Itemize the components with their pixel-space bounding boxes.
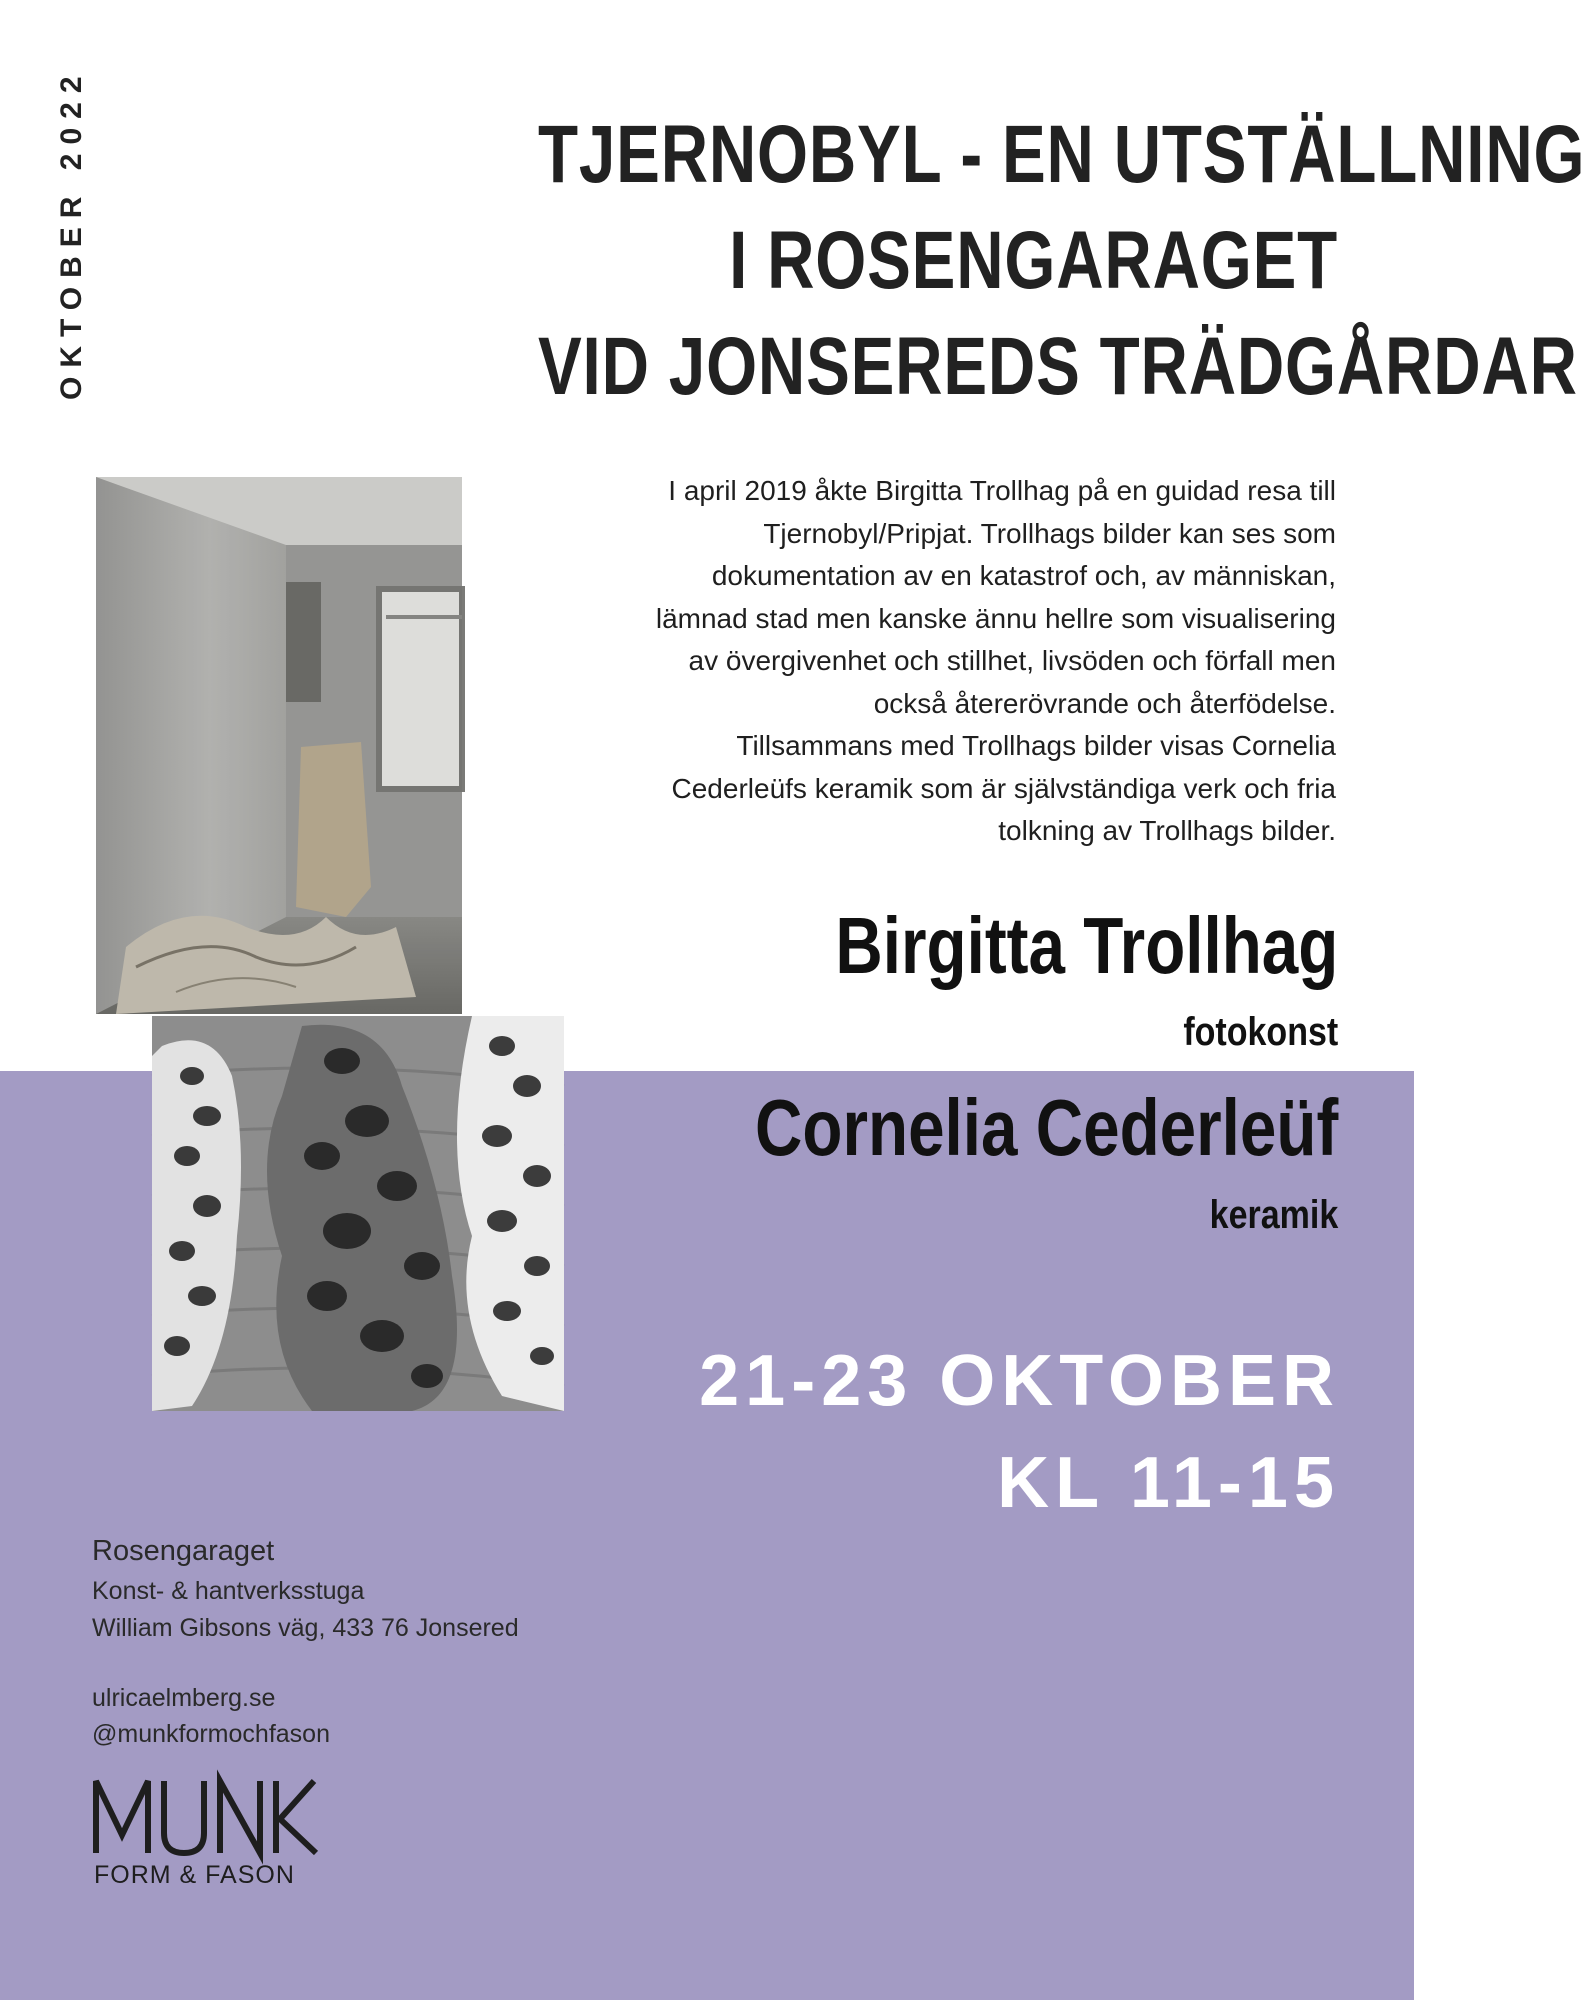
instagram-handle[interactable]: @munkformochfason — [92, 1720, 330, 1748]
venue-address: William Gibsons väg, 433 76 Jonsered — [92, 1614, 519, 1642]
artist-medium-keramik: keramik — [1209, 1193, 1338, 1237]
ceramics-photo — [152, 1016, 564, 1411]
intro-line: tolkning av Trollhags bilder. — [998, 815, 1336, 846]
intro-line: I april 2019 åkte Birgitta Trollhag på en guidad resa till — [668, 475, 1336, 506]
intro-line: av övergivenhet och stillhet, livsöden och förfall men — [688, 645, 1336, 676]
website-link[interactable]: ulricaelmberg.se — [92, 1684, 276, 1712]
venue-subtitle: Konst- & hantverksstuga — [92, 1577, 365, 1605]
venue-name: Rosengaraget — [92, 1535, 275, 1567]
intro-line: dokumentation av en katastrof och, av människan, — [711, 560, 1336, 591]
event-dates: 21-23 OKTOBER — [699, 1341, 1340, 1421]
artist-name-trollhag: Birgitta Trollhag — [835, 901, 1338, 990]
logo-tagline: FORM & FASON — [94, 1861, 295, 1889]
intro-line: också återerövrande och återfödelse. — [873, 687, 1336, 719]
intro-line: Tillsammans med Trollhags bilder visas Cornelia — [736, 730, 1336, 761]
intro-line: Cederleüfs keramik som är självständiga verk och fria — [671, 772, 1336, 804]
munk-logo — [92, 1775, 322, 1895]
intro-line: lämnad stad men kanske ännu hellre som visualisering — [655, 602, 1336, 634]
artist-medium-fotokonst: fotokonst — [1183, 1010, 1338, 1054]
title-line-3: VID JONSEREDS TRÄDGÅRDAR — [538, 321, 1578, 412]
title-line-1: TJERNOBYL - EN UTSTÄLLNING — [538, 109, 1585, 200]
title-line-2: I ROSENGARAGET — [729, 215, 1338, 306]
artist-name-cederleuf: Cornelia Cederleüf — [754, 1083, 1338, 1172]
event-hours: KL 11-15 — [997, 1443, 1340, 1523]
intro-line: Tjernobyl/Pripjat. Trollhags bilder kan ses som — [763, 517, 1336, 549]
side-date: OKTOBER 2022 — [55, 67, 88, 400]
abandoned-room-photo — [96, 477, 462, 1014]
intro-text — [516, 470, 1336, 853]
poster-title — [338, 102, 1585, 420]
